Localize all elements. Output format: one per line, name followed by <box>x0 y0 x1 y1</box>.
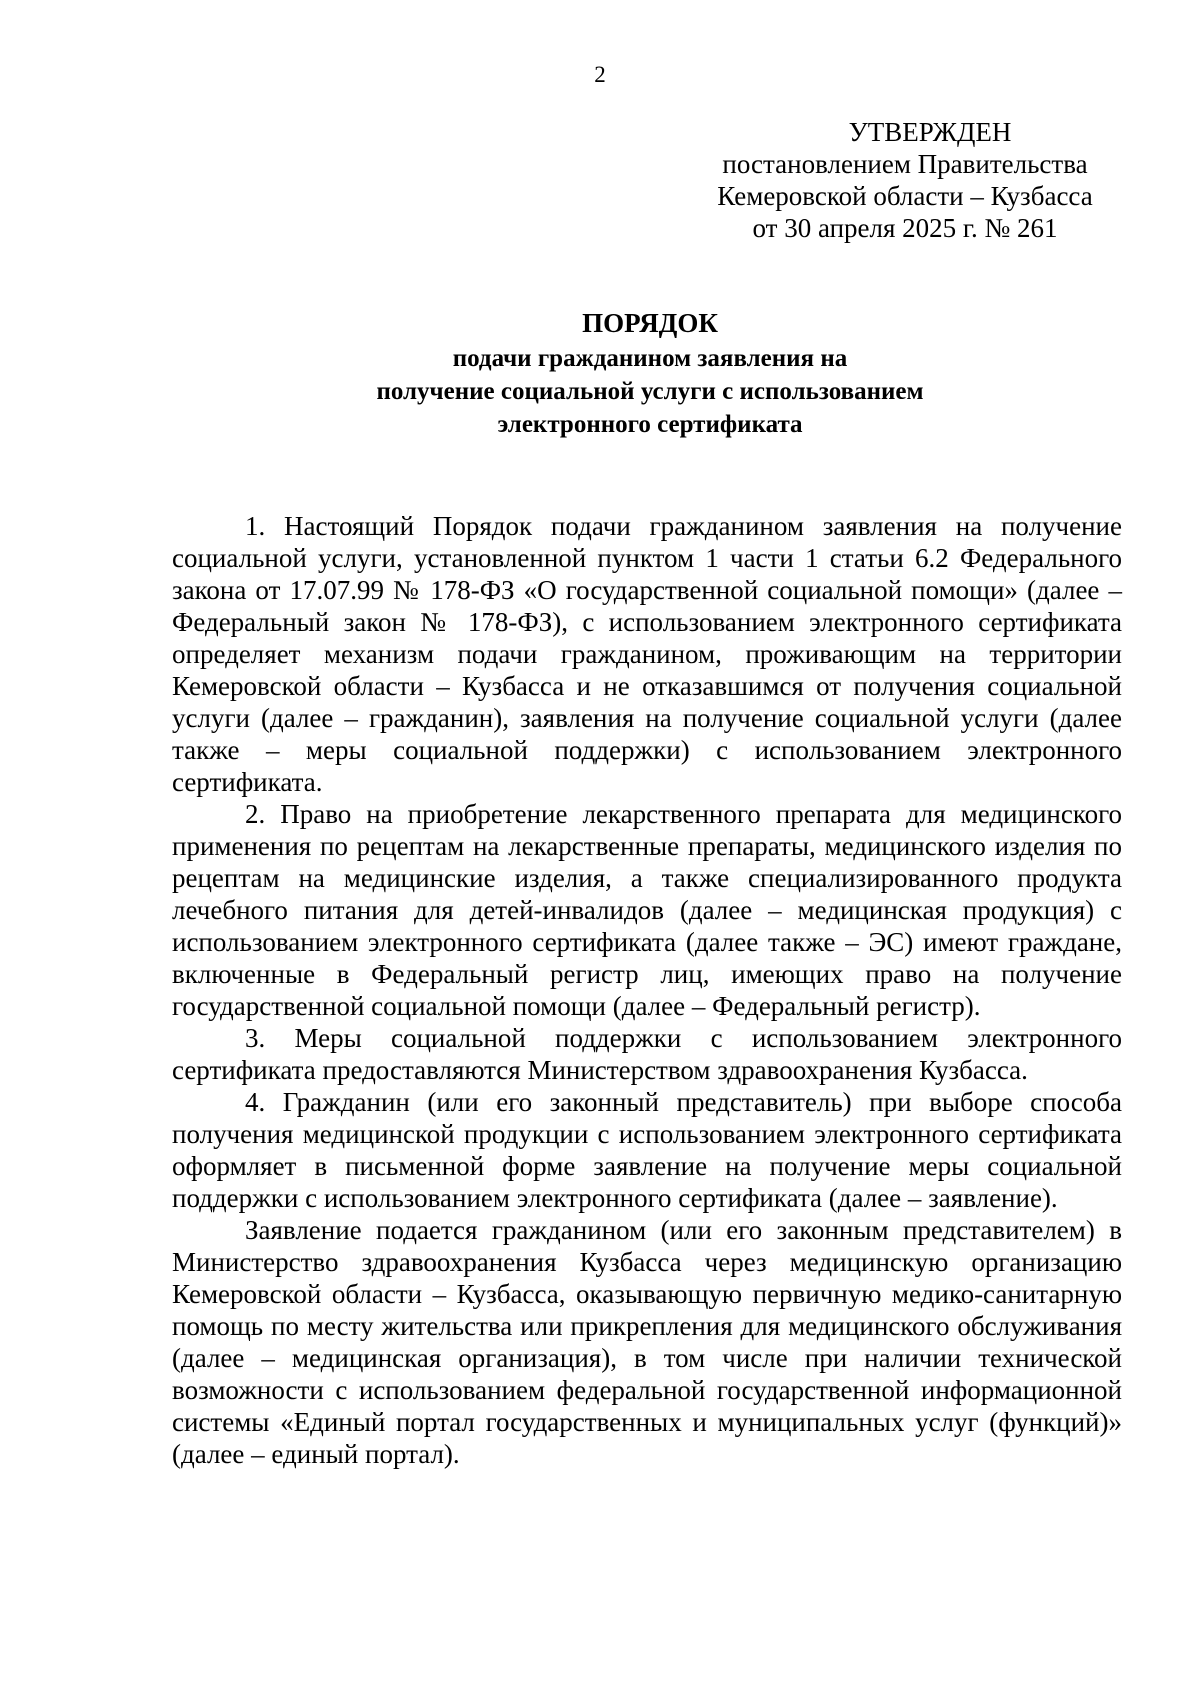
document-title-line-3: электронного сертификата <box>497 411 803 438</box>
document-title-line-1: подачи гражданином заявления на <box>452 345 848 372</box>
document-title-main: ПОРЯДОК <box>582 308 718 338</box>
document-body <box>172 510 1122 1470</box>
paragraph-3: 3. Меры социальной поддержки с использованием электронного сертификата предоставляются Министерством здравоохранения Кузбасса. <box>172 1023 1122 1085</box>
document-title-line-2: получение социальной услуги с использованием <box>376 378 924 405</box>
approval-block <box>690 116 1120 244</box>
approval-line-2: Кемеровской области – Кузбасса <box>717 181 1093 211</box>
approval-title: УТВЕРЖДЕН <box>848 117 1012 147</box>
paragraph-2: 2. Право на приобретение лекарственного препарата для медицинского применения по рецептам на лекарственные препараты, медицинского изделия по рецептам на медицинские изделия, а также специализированного продукта лечебного питания для детей-инвалидов (далее – медицинская продукция) с использованием электронного сертификата (далее также – ЭС) имеют граждане, включенные в Федеральный регистр лиц, имеющих право на получение государственной социальной помощи (далее – Федеральный регистр). <box>172 799 1122 1021</box>
paragraph-4: 4. Гражданин (или его законный представитель) при выборе способа получения медицинской продукции с использованием электронного сертификата оформляет в письменной форме заявление на получение меры социальной поддержки с использованием электронного сертификата (далее – заявление). <box>172 1087 1122 1213</box>
paragraph-5: Заявление подается гражданином (или его законным представителем) в Министерство здравоохранения Кузбасса через медицинскую организацию Кемеровской области – Кузбасса, оказывающую первичную медико-санитарную помощь по месту жительства или прикрепления для медицинского обслуживания (далее – медицинская организация), в том числе при наличии технической возможности с использованием федеральной государственной информационной системы «Единый портал государственных и муниципальных услуг (функций)» (далее – единый портал). <box>172 1215 1122 1469</box>
approval-line-1: постановлением Правительства <box>722 149 1088 179</box>
document-title <box>300 307 1000 441</box>
approval-line-3: от 30 апреля 2025 г. № 261 <box>752 213 1058 243</box>
page-number: 2 <box>594 62 606 87</box>
paragraph-1: 1. Настоящий Порядок подачи гражданином заявления на получение социальной услуги, установленной пунктом 1 части 1 статьи 6.2 Федерального закона от 17.07.99 № 178-ФЗ «О государственной социальной помощи» (далее – Федеральный закон № 178-ФЗ), с использованием электронного сертификата определяет механизм подачи гражданином, проживающим на территории Кемеровской области – Кузбасса и не отказавшимся от получения социальной услуги (далее – гражданин), заявления на получение социальной услуги (далее также – меры социальной поддержки) с использованием электронного сертификата. <box>172 511 1122 797</box>
